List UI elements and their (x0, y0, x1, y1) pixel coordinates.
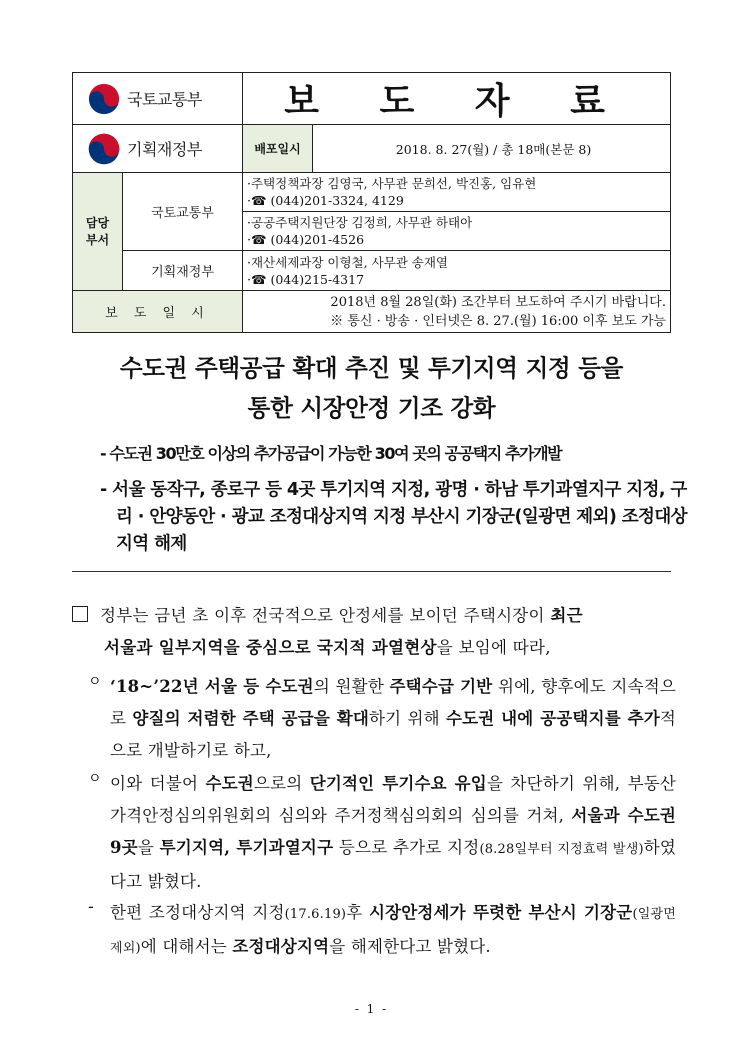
page-number: - 1 - (354, 1002, 389, 1016)
header-table (72, 72, 671, 333)
subhead-1: - 수도권 30만호 이상의 추가공급이 가능한 30여 곳의 공공택지 추가개발 (100, 444, 562, 463)
bullet-item: ㅇ 이와 더불어 수도권으로의 단기적인 투기수요 유입을 차단하기 위해, 부동산가격안정심의위원회의 심의와 주거정책심의회의 심의를 거쳐, 서울과 수도권 9곳을 투기지역, 투기과열지구 등으로 추가로 지정(8.28일부터 지정효력 발생)하였다고 밝혔다. (88, 768, 676, 898)
checkbox-square-icon (72, 606, 88, 622)
moef-logo (73, 125, 243, 173)
dept-org-molit: 국토교통부 (123, 173, 243, 251)
bullet-item: - 한편 조정대상지역 지정(17.6.19)후 시장안정세가 뚜렷한 부산시 기장군(일광면 제외)에 대해서는 조정대상지역을 해제한다고 밝혔다. (88, 897, 676, 956)
circle-bullet-icon: ㅇ (88, 771, 102, 787)
subhead-2: - 서울 동작구, 종로구 등 4곳 투기지역 지정, 광명 · 하남 투기과열지구 지정, 구리 · 안양동안 · 광교 조정대상지역 지정 부산시 기장군(일광면 제외) 조정대상지역 해제 (100, 480, 687, 554)
org2-name: 기획재정부 (127, 140, 202, 159)
taeguk-icon (87, 82, 121, 116)
dash-bullet-icon: - (88, 897, 94, 916)
embargo-notice: 2018년 8월 28일(화) 조간부터 보도하여 주시기 바랍니다. ※ 통신 · 방송 · 인터넷은 8. 27.(월) 16:00 이후 보도 가능 (243, 291, 671, 333)
bullet-item: ㅇ ‘18~’22년 서울 등 수도권의 원활한 주택수급 기반 위에, 향후에도 지속적으로 양질의 저렴한 주택 공급을 확대하기 위해 수도권 내에 공공택지를 추가적으로 개발하기로 하고, (88, 671, 676, 767)
headline: 수도권 주택공급 확대 추진 및 투기지역 지정 등을 통한 시장안정 기조 강화 (119, 354, 624, 422)
molit-logo (73, 73, 243, 125)
dept-org-moef: 기획재정부 (123, 251, 243, 291)
org1-name: 국토교통부 (127, 90, 202, 109)
paragraph-intro: 정부는 금년 초 이후 전국적으로 안정세를 보이던 주택시장이 최근 서울과 일부지역을 중심으로 국지적 과열현상을 보임에 따라, (72, 600, 676, 664)
contact-molit-2: ·공공주택지원단장 김정희, 사무관 하태아 ·☎ (044)201-4526 (243, 212, 671, 251)
dept-label: 담당 부서 (73, 173, 123, 291)
release-value: 2018. 8. 27(월) / 총 18매(본문 8) (313, 125, 671, 173)
contact-moef: ·재산세제과장 이형철, 사무관 송재열 ·☎ (044)215-4317 (243, 251, 671, 291)
circle-bullet-icon: ㅇ (88, 674, 102, 690)
contact-molit-1: ·주택정책과장 김영국, 사무관 문희선, 박진홍, 임유현 ·☎ (044)201-3324, 4129 (243, 173, 671, 212)
divider (72, 571, 671, 572)
release-label: 배포일시 (243, 125, 313, 173)
document-title: 보 도 자 료 (243, 73, 671, 125)
embargo-label: 보 도 일 시 (73, 291, 243, 333)
taeguk-icon (87, 132, 121, 166)
